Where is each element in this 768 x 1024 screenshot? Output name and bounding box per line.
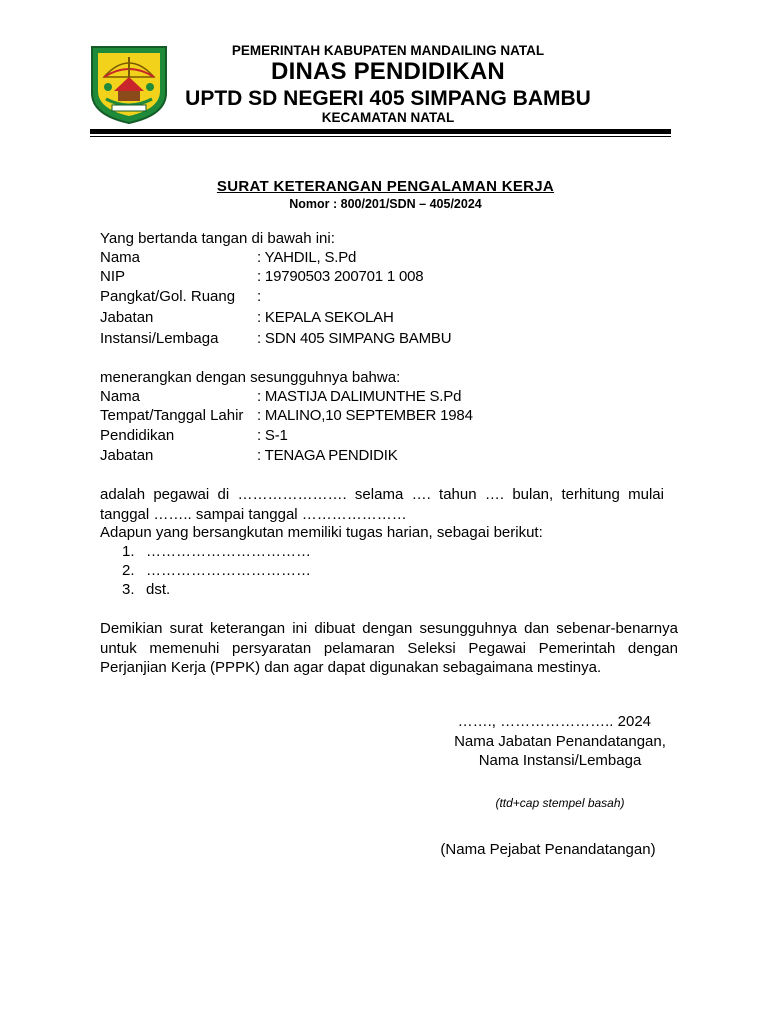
signer-intro: Yang bertanda tangan di bawah ini:	[100, 230, 335, 247]
duties-intro: Adapun yang bersangkutan memiliki tugas harian, sebagai berikut:	[100, 524, 543, 541]
signer-nip-label: NIP	[100, 268, 126, 285]
duty-number: 3.	[122, 581, 135, 598]
signer-name-label: Nama	[100, 249, 141, 266]
subject-birth-label: Tempat/Tanggal Lahir	[100, 407, 244, 424]
letterhead-district: KECAMATAN NATAL	[321, 110, 455, 125]
closing-paragraph: Demikian surat keterangan ini dibuat dengan sesungguhnya dan sebenar-benarnya untuk memenuhi persyaratan pelamaran Seleksi Pegawai Pemerintah dengan Perjanjian Kerja (PPPK) dan agar dapat digunakan sebagaimana mestinya.	[100, 620, 678, 676]
signature-position: Nama Jabatan Penandatangan,	[454, 733, 666, 750]
signer-nip-value: : 19790503 200701 1 008	[257, 268, 424, 285]
letterhead-agency: DINAS PENDIDIKAN	[271, 58, 505, 85]
signature-name: (Nama Pejabat Penandatangan)	[440, 841, 656, 858]
regency-emblem-logo	[88, 43, 170, 125]
signer-name-value: : YAHDIL, S.Pd	[257, 249, 357, 266]
subject-education-label: Pendidikan	[100, 427, 175, 444]
signer-rank-value: :	[257, 288, 261, 305]
subject-name-label: Nama	[100, 388, 141, 405]
duty-item: ……………………………	[146, 543, 311, 560]
duty-item: ……………………………	[146, 562, 311, 579]
letterhead-government: PEMERINTAH KABUPATEN MANDAILING NATAL	[231, 43, 545, 58]
signer-position-label: Jabatan	[100, 309, 154, 326]
duty-item: dst.	[146, 581, 171, 598]
subject-name-value: : MASTIJA DALIMUNTHE S.Pd	[257, 388, 462, 405]
letterhead-school: UPTD SD NEGERI 405 SIMPANG BAMBU	[185, 87, 591, 110]
subject-education-value: : S-1	[257, 427, 288, 444]
signer-institution-label: Instansi/Lembaga	[100, 330, 219, 347]
signer-position-value: : KEPALA SEKOLAH	[257, 309, 394, 326]
letterhead-divider-thin	[90, 136, 671, 137]
document-number: Nomor : 800/201/SDN – 405/2024	[289, 197, 482, 211]
duty-number: 2.	[122, 562, 135, 579]
subject-position-label: Jabatan	[100, 447, 154, 464]
signer-institution-value: : SDN 405 SIMPANG BAMBU	[257, 330, 452, 347]
signature-institution: Nama Instansi/Lembaga	[478, 752, 642, 769]
document-title: SURAT KETERANGAN PENGALAMAN KERJA	[216, 178, 555, 195]
signer-rank-label: Pangkat/Gol. Ruang	[100, 288, 236, 305]
signature-place-date: ……., ………………….. 2024	[457, 713, 651, 730]
letterhead-divider-thick	[90, 129, 671, 134]
subject-birth-value: : MALINO,10 SEPTEMBER 1984	[257, 407, 473, 424]
signature-stamp-note: (ttd+cap stempel basah)	[495, 796, 625, 810]
subject-position-value: : TENAGA PENDIDIK	[257, 447, 398, 464]
employment-paragraph: adalah pegawai di …………………. selama …. tahun …. bulan, terhitung mulai tanggal …….. sampai tanggal …………………	[100, 486, 664, 523]
subject-intro: menerangkan dengan sesungguhnya bahwa:	[100, 369, 401, 386]
duty-number: 1.	[122, 543, 135, 560]
